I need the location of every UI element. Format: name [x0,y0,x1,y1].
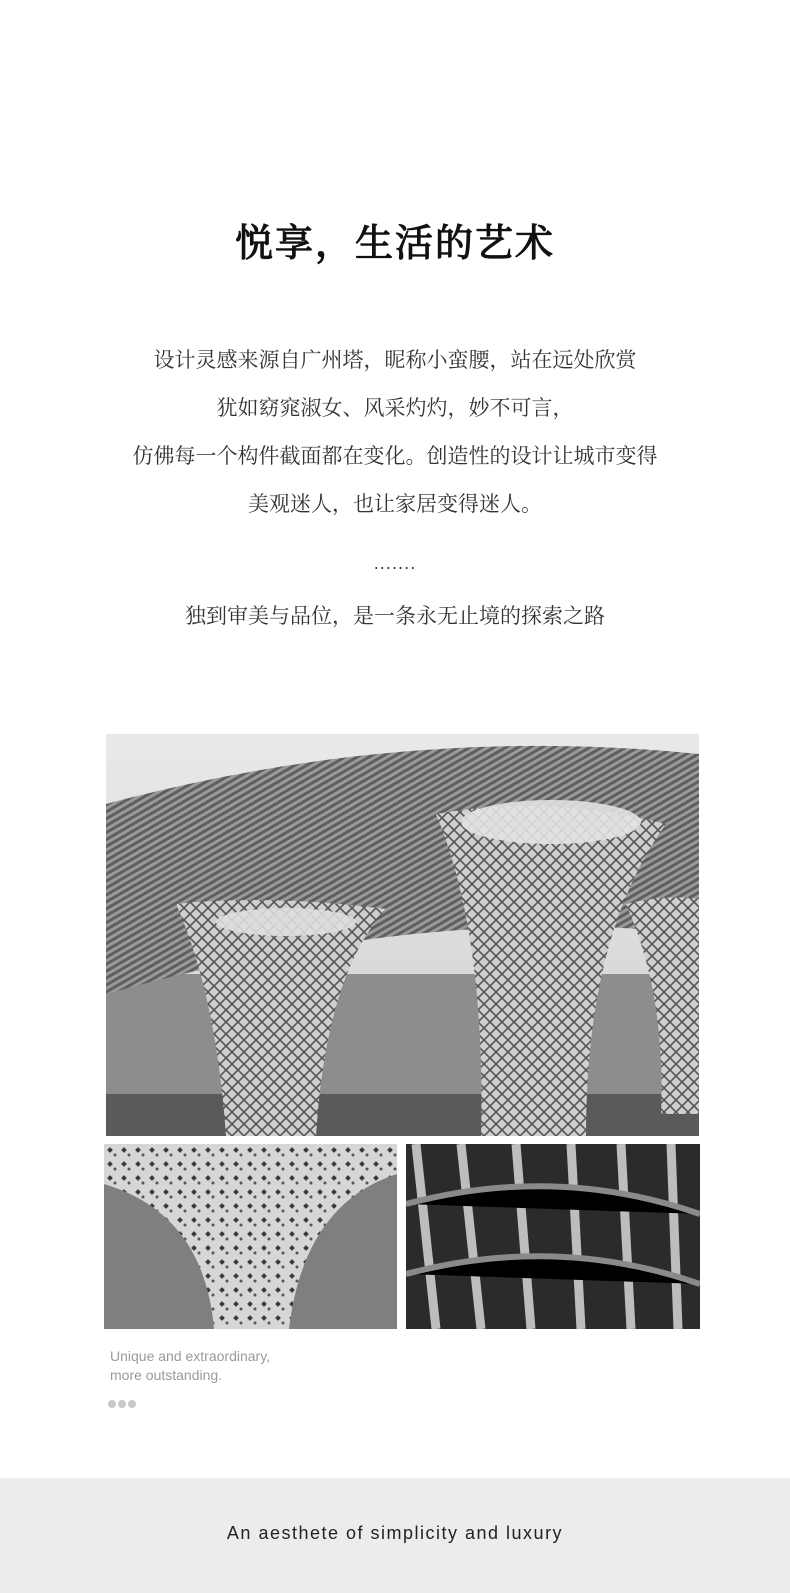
dot [118,1400,126,1408]
intro-paragraph [0,336,790,528]
footer-slogan: An aesthete of simplicity and luxury [226,1523,564,1543]
gallery-caption [110,1347,270,1385]
dot [128,1400,136,1408]
perforated-facade-photo [104,1144,397,1329]
footer-band [0,1478,790,1593]
steel-lattice-photo [406,1144,700,1329]
caption-line: Unique and extraordinary, [110,1348,271,1364]
tagline: 独到审美与品位，是一条永无止境的探索之路 [185,604,605,628]
dots-decoration [108,1400,136,1408]
intro-line: 美观迷人，也让家居变得迷人。 [248,492,542,516]
canopy-structure-photo [106,734,699,1136]
ellipsis-divider: ....... [373,554,417,573]
page-title: 悦享，生活的艺术 [234,221,555,265]
intro-line: 设计灵感来源自广州塔，昵称小蛮腰，站在远处欣赏 [153,348,637,372]
intro-line: 犹如窈窕淑女、风采灼灼，妙不可言， [216,396,574,420]
caption-line: more outstanding. [110,1367,223,1383]
intro-line: 仿佛每一个构件截面都在变化。创造性的设计让城市变得 [132,444,658,468]
dot [108,1400,116,1408]
